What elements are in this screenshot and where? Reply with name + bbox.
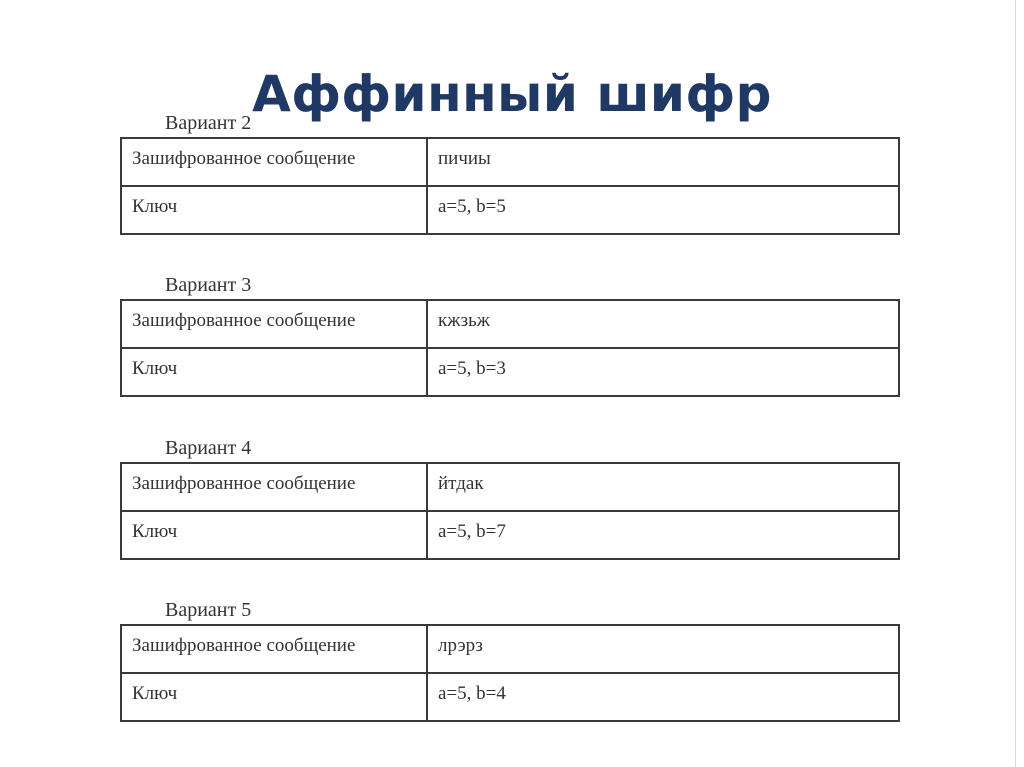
- cell-text: пичиы: [438, 148, 491, 169]
- cell-text: Зашифрованное сообщение: [132, 635, 356, 656]
- table-cell-value: [427, 138, 899, 186]
- cell-text: a=5, b=7: [438, 521, 506, 542]
- table-cell-value: [427, 186, 899, 234]
- table-row: [121, 673, 899, 721]
- cell-text: йтдак: [438, 473, 484, 494]
- cell-text: кжзьж: [438, 310, 490, 331]
- cell-text: Ключ: [132, 521, 178, 542]
- cell-text: Ключ: [132, 683, 178, 704]
- table-row: [121, 138, 899, 186]
- table-row: [121, 300, 899, 348]
- table-cell-label: [121, 186, 427, 234]
- variant-heading: Вариант 5: [165, 599, 252, 621]
- cell-text: a=5, b=4: [438, 683, 506, 704]
- variant-heading: Вариант 2: [165, 112, 252, 134]
- variant-table: [120, 462, 900, 560]
- table-cell-value: [427, 625, 899, 673]
- table-row: [121, 348, 899, 396]
- table-cell-label: [121, 511, 427, 559]
- table-cell-label: [121, 625, 427, 673]
- table-cell-value: [427, 300, 899, 348]
- variant-heading: Вариант 4: [165, 437, 252, 459]
- variant-table: [120, 137, 900, 235]
- table-cell-label: [121, 348, 427, 396]
- cell-text: Зашифрованное сообщение: [132, 310, 356, 331]
- table-cell-value: [427, 463, 899, 511]
- table-cell-label: [121, 673, 427, 721]
- cell-text: лрэрз: [438, 635, 483, 656]
- table-cell-value: [427, 673, 899, 721]
- variant-heading: Вариант 3: [165, 274, 252, 296]
- table-row: [121, 186, 899, 234]
- table-row: [121, 463, 899, 511]
- cell-text: Ключ: [132, 196, 178, 217]
- cell-text: a=5, b=3: [438, 358, 506, 379]
- cell-text: Зашифрованное сообщение: [132, 473, 356, 494]
- variant-table: [120, 624, 900, 722]
- table-row: [121, 625, 899, 673]
- table-cell-label: [121, 463, 427, 511]
- variant-table: [120, 299, 900, 397]
- slide-title: Аффинный шифр: [252, 64, 772, 123]
- table-cell-label: [121, 300, 427, 348]
- cell-text: Зашифрованное сообщение: [132, 148, 356, 169]
- cell-text: Ключ: [132, 358, 178, 379]
- cell-text: a=5, b=5: [438, 196, 506, 217]
- table-row: [121, 511, 899, 559]
- table-cell-value: [427, 511, 899, 559]
- table-cell-value: [427, 348, 899, 396]
- table-cell-label: [121, 138, 427, 186]
